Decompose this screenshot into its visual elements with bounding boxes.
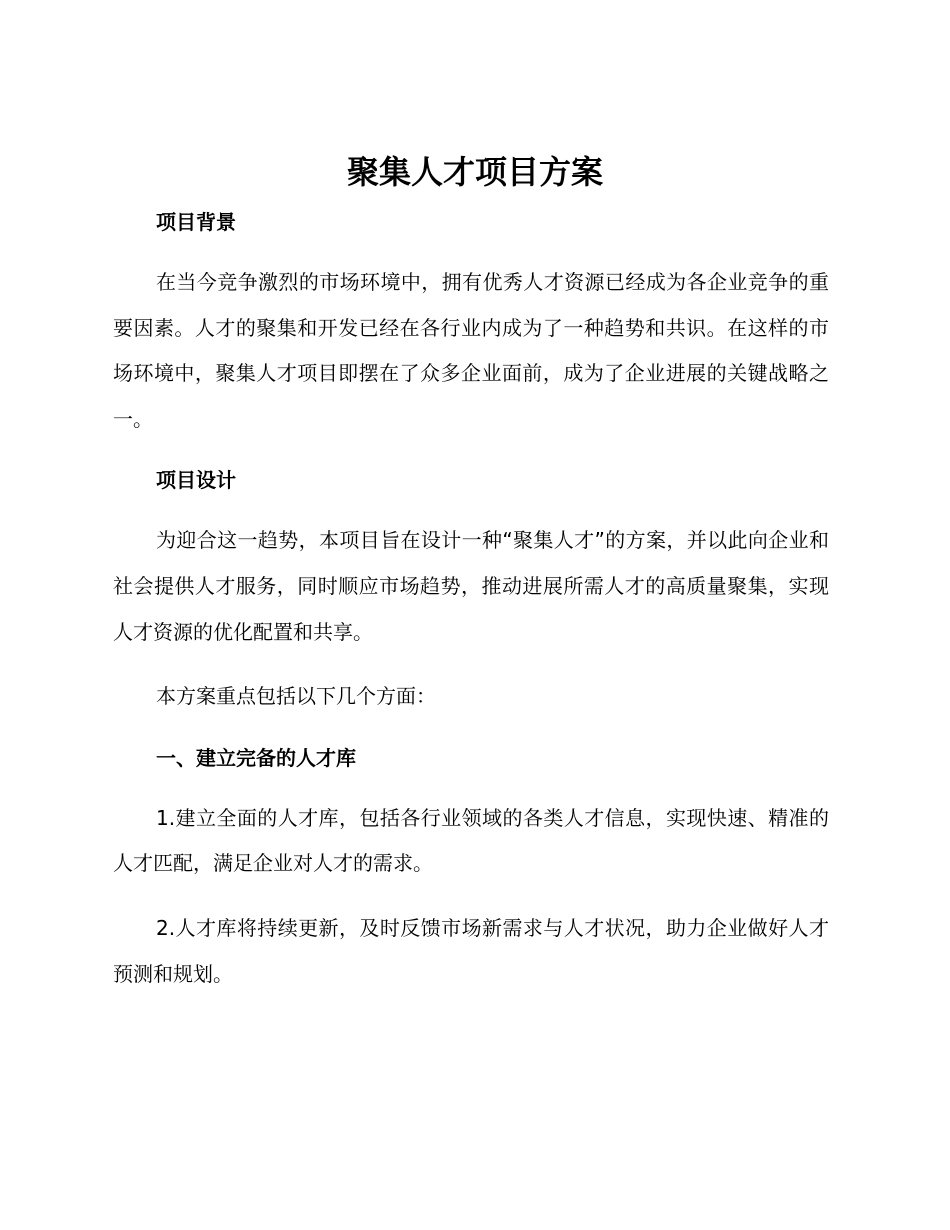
section-heading-background: 项目背景 <box>156 210 236 234</box>
paragraph-intro: 本方案重点包括以下几个方面： <box>156 684 436 709</box>
paragraph-background: 在当今竞争激烈的市场环境中，拥有优秀人才资源已经成为各企业竞争的重要因素。人才的聚集和开发已经在各行业内成为了一种趋势和共识。在这样的市场环境中，聚集人才项目即摆在了众多企业面前，成为了企业进展的关键战略之一。 <box>113 270 829 431</box>
section-heading-talent-pool: 一、建立完备的人才库 <box>156 745 356 770</box>
list-item-1: 1.建立全面的人才库，包括各行业领域的各类人才信息，实现快速、精准的人才匹配，满足企业对人才的需求。 <box>113 805 829 876</box>
paragraph-design: 为迎合这一趋势，本项目旨在设计一种“聚集人才”的方案，并以此向企业和社会提供人才服务，同时顺应市场趋势，推动进展所需人才的高质量聚集，实现人才资源的优化配置和共享。 <box>113 528 829 644</box>
list-item-2: 2.人才库将持续更新，及时反馈市场新需求与人才状况，助力企业做好人才预测和规划。 <box>113 915 829 986</box>
document-body <box>113 203 829 1016</box>
section-heading-design: 项目设计 <box>156 468 236 493</box>
document-title: 聚集人才项目方案 <box>346 153 603 191</box>
